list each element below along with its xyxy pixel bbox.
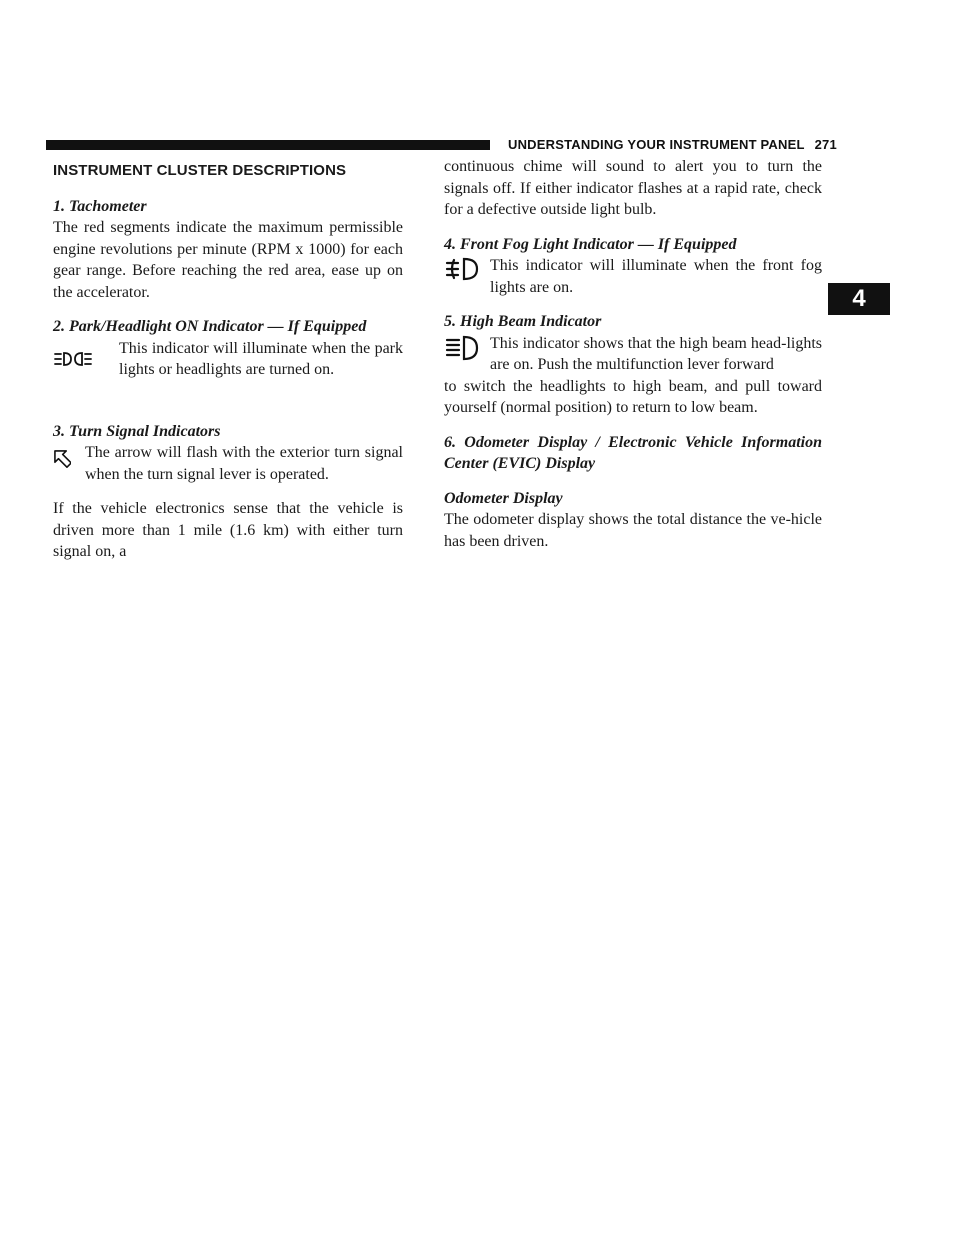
high-beam-section	[444, 311, 822, 419]
odometer-subheading: Odometer Display	[444, 489, 563, 507]
high-beam-heading: 5. High Beam Indicator	[444, 313, 602, 330]
park-headlight-heading: 2. Park/Headlight ON Indicator — If Equipped	[53, 318, 367, 335]
chapter-tab: 4	[828, 283, 890, 315]
tachometer-body: The red segments indicate the maximum permissible engine revolutions per minute (RPM x 1000) for each gear range. Before reaching the red area, ease up on the accelerator.	[53, 219, 403, 301]
section-title: INSTRUMENT CLUSTER DESCRIPTIONS	[53, 162, 347, 179]
header-title: UNDERSTANDING YOUR INSTRUMENT PANEL	[508, 137, 805, 152]
fog-light-section	[444, 234, 822, 299]
fog-light-body: This indicator will illuminate when the front fog lights are on.	[490, 257, 822, 296]
left-column	[53, 156, 403, 563]
tachometer-heading: 1. Tachometer	[53, 197, 147, 215]
right-column	[444, 156, 822, 552]
high-beam-body-a: This indicator shows that the high beam head-lights are on. Push the multifunction lever forward	[490, 334, 822, 373]
turn-signal-chime-text: If the vehicle electronics sense that the vehicle is driven more than 1 mile (1.6 km) with either turn signal on, a	[53, 500, 403, 560]
high-beam-icon	[444, 335, 480, 361]
high-beam-body-b: to switch the headlights to high beam, and pull toward yourself (normal position) to return to low beam.	[444, 377, 822, 416]
page-number: 271	[814, 137, 837, 152]
odometer-heading: 6. Odometer Display / Electronic Vehicle Information Center (EVIC) Display	[444, 433, 822, 472]
turn-signal-arrow-icon	[53, 447, 71, 469]
front-fog-light-icon	[444, 257, 480, 281]
turn-signal-continued-text: continuous chime will sound to alert you to turn the signals off. If either indicator flashes at a rapid rate, check for a defective outside light bulb.	[444, 158, 822, 218]
turn-signal-section	[53, 421, 403, 486]
turn-signal-body: The arrow will flash with the exterior turn signal when the turn signal lever is operated.	[85, 444, 403, 483]
turn-signal-heading: 3. Turn Signal Indicators	[53, 422, 221, 440]
odometer-display-section	[444, 488, 822, 553]
park-headlight-section	[53, 316, 403, 381]
odometer-body: The odometer display shows the total distance the ve-hicle has been driven.	[444, 511, 822, 550]
park-headlight-icon	[53, 350, 93, 368]
tachometer-section	[53, 196, 403, 304]
running-header	[508, 137, 837, 152]
fog-light-heading: 4. Front Fog Light Indicator — If Equipped	[444, 235, 737, 253]
odometer-section	[444, 432, 822, 475]
park-headlight-body: This indicator will illuminate when the park lights or headlights are turned on.	[119, 339, 403, 378]
header-rule	[46, 140, 490, 150]
